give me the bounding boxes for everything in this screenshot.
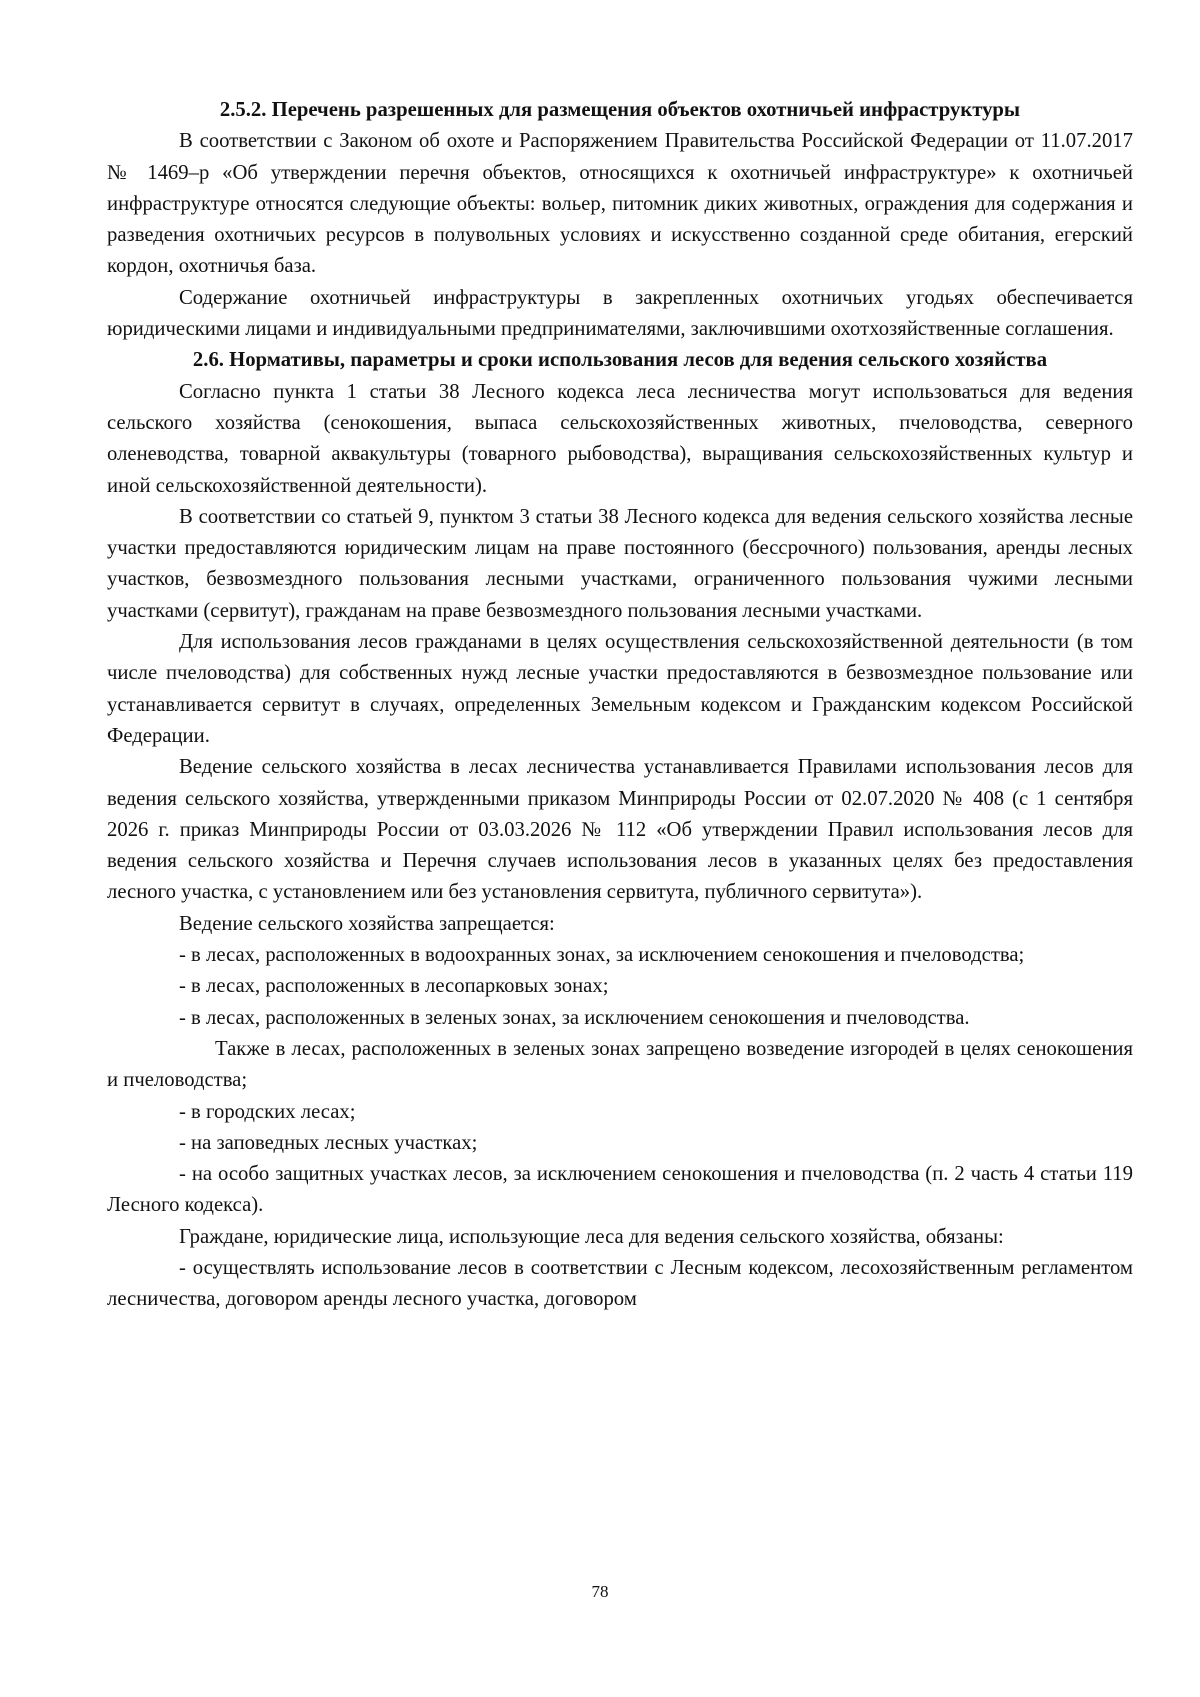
list-item: - в лесах, расположенных в зеленых зонах, за исключением сенокошения и пчеловодства. [179, 1006, 970, 1029]
list-item: - на заповедных лесных участках; [179, 1131, 478, 1154]
list-item: - осуществлять использование лесов в соответствии с Лесным кодексом, лесохозяйственным регламентом лесничества, договором аренды лесного участка, договором [107, 1256, 1133, 1311]
paragraph: Для использования лесов гражданами в целях осуществления сельскохозяйственной деятельности (в том числе пчеловодства) для собственных нужд лесные участки предоставляются в безвозмездное пользование или устанавливается сервитут в случаях, определенных Земельным кодексом и Гражданским кодексом Российской Федерации. [107, 631, 1133, 747]
page-number: 78 [591, 1582, 609, 1601]
document-page [107, 95, 1133, 1316]
list-item: - в городских лесах; [179, 1100, 356, 1123]
paragraph: Содержание охотничьей инфраструктуры в закрепленных охотничьих угодьях обеспечивается юридическими лицами и индивидуальными предпринимателями, заключившими охотхозяйственные соглашения. [107, 286, 1133, 341]
paragraph: Согласно пункта 1 статьи 38 Лесного кодекса леса лесничества могут использоваться для ведения сельского хозяйства (сенокошения, выпаса сельскохозяйственных животных, пчеловодства, северного оленеводства, товарной аквакультуры (товарного рыбоводства), выращивания сельскохозяйственных культур и иной сельскохозяйственной деятельности). [107, 380, 1133, 497]
paragraph: Ведение сельского хозяйства в лесах лесничества устанавливается Правилами использования лесов для ведения сельского хозяйства, утвержденными приказом Минприроды России от 02.07.2020 № 408 (с 1 сентября 2026 г. приказ Минприроды России от 03.03.2026 № 112 «Об утверждении Правил использования лесов для ведения сельского хозяйства и Перечня случаев использования лесов в указанных целях без предоставления лесного участка, с установлением или без установления сервитута, публичного сервитута»). [107, 756, 1133, 904]
paragraph: В соответствии с Законом об охоте и Распоряжением Правительства Российской Федерации от 11.07.2017 № 1469–р «Об утверждении перечня объектов, относящихся к охотничьей инфраструктуре» к охотничьей инфраструктуре относятся следующие объекты: вольер, питомник диких животных, ограждения для содержания и разведения охотничьих ресурсов в полувольных условиях и искусственно созданной среде обитания, егерский кордон, охотничья база. [107, 130, 1133, 278]
paragraph: Граждане, юридические лица, использующие леса для ведения сельского хозяйства, обязаны: [179, 1225, 1004, 1248]
paragraph: Также в лесах, расположенных в зеленых зонах запрещено возведение изгородей в целях сенокошения и пчеловодства; [107, 1037, 1133, 1092]
list-item: - в лесах, расположенных в водоохранных зонах, за исключением сенокошения и пчеловодства; [179, 944, 1025, 967]
section-heading-2-5-2: 2.5.2. Перечень разрешенных для размещения объектов охотничьей инфраструктуры [219, 99, 1021, 121]
paragraph: В соответствии со статьей 9, пунктом 3 статьи 38 Лесного кодекса для ведения сельского хозяйства лесные участки предоставляются юридическим лицам на праве постоянного (бессрочного) пользования, аренды лесных участков, безвозмездного пользования лесными участками, ограниченного пользования чужими лесными участками (сервитут), гражданам на праве безвозмездного пользования лесными участками. [107, 505, 1133, 622]
list-item: - в лесах, расположенных в лесопарковых зонах; [179, 975, 609, 998]
paragraph: Ведение сельского хозяйства запрещается: [179, 912, 555, 935]
list-item: - на особо защитных участках лесов, за исключением сенокошения и пчеловодства (п. 2 часть 4 статьи 119 Лесного кодекса). [107, 1163, 1133, 1217]
section-heading-2-6: 2.6. Нормативы, параметры и сроки использования лесов для ведения сельского хозяйства [192, 349, 1048, 372]
